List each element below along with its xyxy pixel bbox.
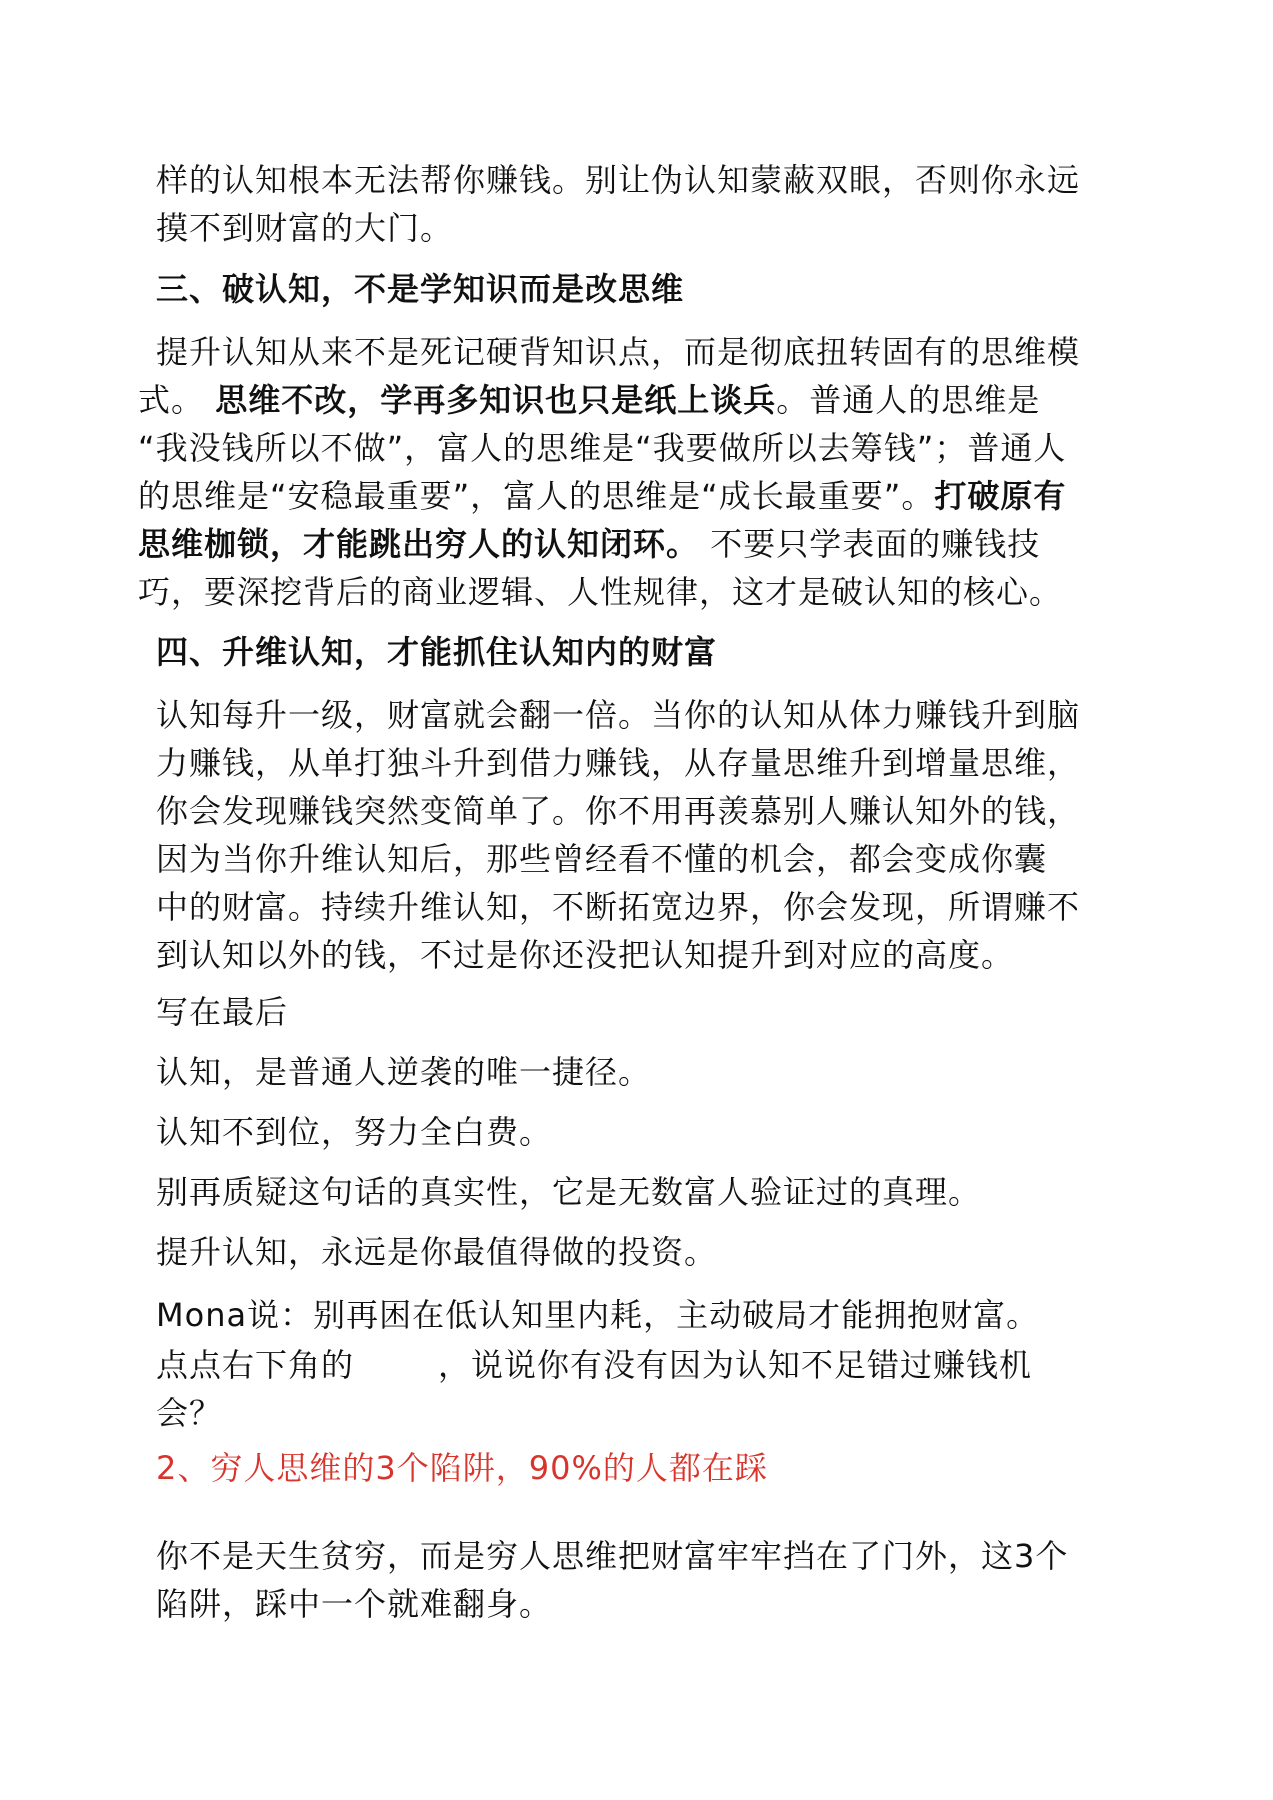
closing-line: 认知，是普通人逆袭的唯一捷径。 — [156, 1053, 652, 1091]
next-line-2: 陷阱，踩中一个就难翻身。 — [156, 1585, 553, 1623]
text-run: ，说说你有没有因为认知不足错过赚钱机 — [438, 1346, 1033, 1384]
intro-line-1: 样的认知根本无法帮你赚钱。别让伪认知蒙蔽双眼，否则你永远 — [156, 161, 1081, 199]
cta-line-2: 会？ — [156, 1394, 223, 1432]
text-run: 的思维是“安稳最重要”，富人的思维是“成长最重要”。 — [138, 477, 935, 515]
section-3-heading: 三、破认知，不是学知识而是改思维 — [156, 270, 685, 308]
bold-emphasis: 思维枷锁，才能跳出穷人的认知闭环。 — [138, 525, 700, 563]
closing-line: 别再质疑这句话的真实性，它是无数富人验证过的真理。 — [156, 1173, 982, 1211]
section-3-line-4 — [138, 474, 1066, 518]
text-run: 。普通人的思维是 — [776, 381, 1041, 419]
section-3-line-6: 巧，要深挖背后的商业逻辑、人性规律，这才是破认知的核心。 — [138, 573, 1063, 611]
closing-line: 认知不到位，努力全白费。 — [156, 1113, 553, 1151]
section-4-line: 认知每升一级，财富就会翻一倍。当你的认知从体力赚钱升到脑 — [156, 696, 1081, 734]
section-4-line: 力赚钱，从单打独斗升到借力赚钱，从存量思维升到增量思维， — [156, 744, 1081, 782]
section-4-line: 因为当你升维认知后，那些曾经看不懂的机会，都会变成你囊 — [156, 840, 1048, 878]
cta-line-1 — [156, 1343, 1032, 1387]
next-article-heading: 2、穷人思维的3个陷阱，90%的人都在踩 — [156, 1449, 768, 1487]
next-line-1: 你不是天生贫穷，而是穷人思维把财富牢牢挡在了门外，这3个 — [156, 1537, 1069, 1575]
text-run: 式。 — [138, 381, 216, 419]
closing-title: 写在最后 — [156, 993, 289, 1031]
text-run: 不要只学表面的赚钱技 — [699, 525, 1041, 563]
bold-emphasis: 思维不改，学再多知识也只是纸上谈兵 — [215, 381, 777, 419]
intro-line-2: 摸不到财富的大门。 — [156, 209, 454, 247]
section-3-line-3: “我没钱所以不做”，富人的思维是“我要做所以去筹钱”；普通人 — [138, 429, 1067, 467]
bold-emphasis: 打破原有 — [934, 477, 1067, 515]
section-4-line: 中的财富。持续升维认知，不断拓宽边界，你会发现，所谓赚不 — [156, 888, 1081, 926]
mona-comment: Mona说：别再困在低认知里内耗，主动破局才能拥抱财富。 — [156, 1296, 1040, 1334]
section-4-line: 到认知以外的钱，不过是你还没把认知提升到对应的高度。 — [156, 936, 1015, 974]
section-3-line-5 — [138, 522, 1040, 566]
closing-line: 提升认知，永远是你最值得做的投资。 — [156, 1233, 718, 1271]
section-3-line-2 — [138, 378, 1040, 422]
text-run: 点点右下角的 — [156, 1346, 355, 1384]
section-4-heading: 四、升维认知，才能抓住认知内的财富 — [156, 633, 718, 671]
section-4-line: 你会发现赚钱突然变简单了。你不用再羡慕别人赚认知外的钱， — [156, 792, 1081, 830]
section-3-line-1: 提升认知从来不是死记硬背知识点，而是彻底扭转固有的思维模 — [156, 333, 1081, 371]
